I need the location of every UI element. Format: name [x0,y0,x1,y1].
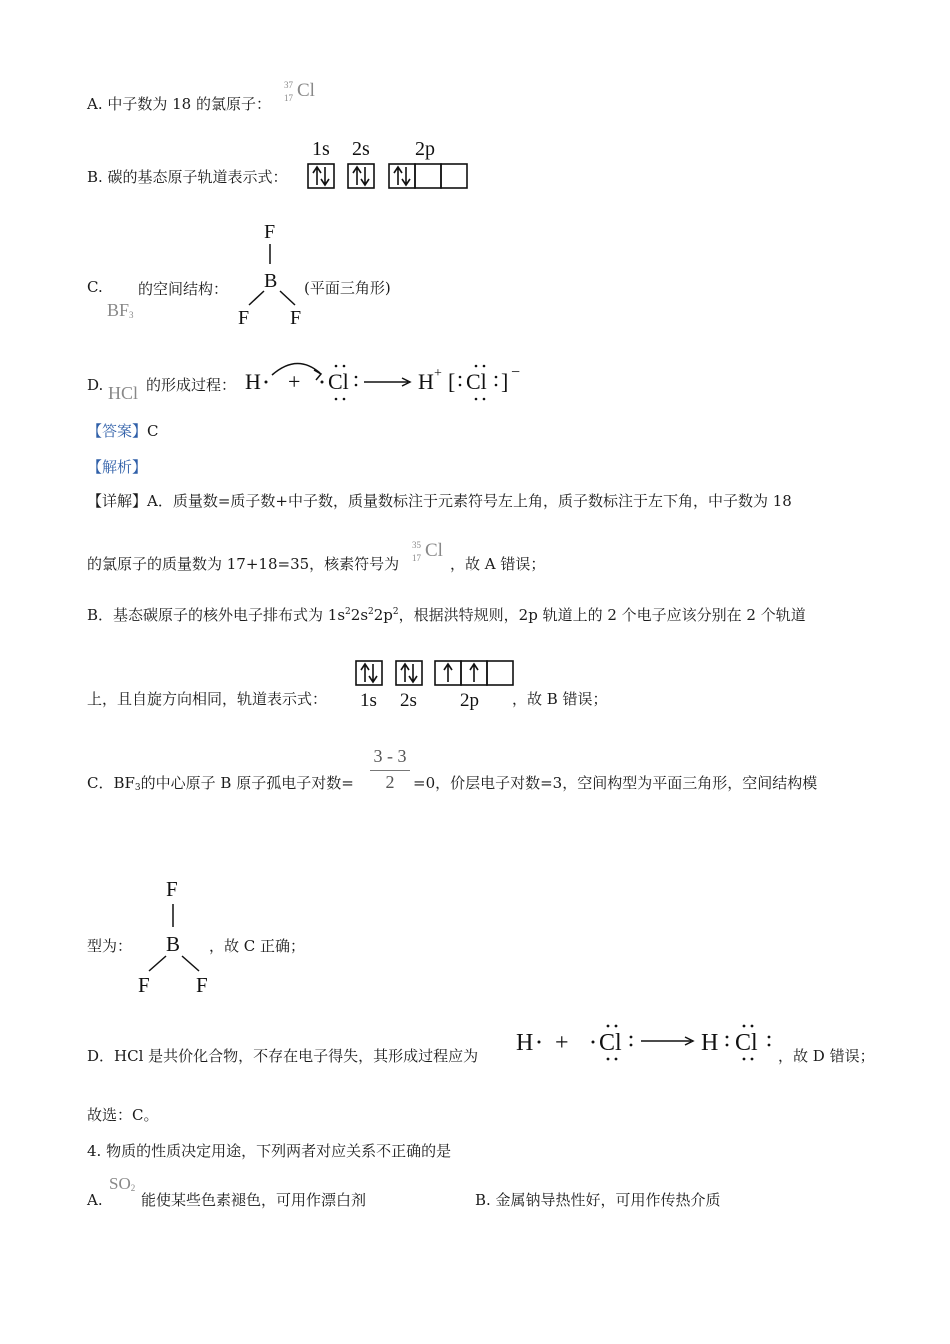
svg-text:H: H [245,369,261,394]
question-4-stem: 4. 物质的性质决定用途，下列两者对应关系不正确的是 [87,1142,452,1160]
option-c-label: C. [87,278,103,296]
so2-formula: $SO_2$ [109,1174,136,1193]
svg-text:H: H [418,369,434,394]
detail-line-4: 上，且自旋方向相同，轨道表示式： [87,690,328,708]
hcl-ionic-process-wrong [242,355,532,405]
detail-line-2: 的氯原子的质量数为 17+18=35，核素符号为 [87,555,400,573]
hcl-formula: HCl [108,383,139,403]
svg-text:Cl: Cl [735,1030,758,1056]
svg-text:F: F [264,221,276,243]
option-d-text: 的形成过程： [146,376,237,394]
svg-text:Cl: Cl [466,369,487,394]
option-c-text: 的空间结构： [138,280,229,298]
svg-text:B: B [264,270,278,292]
analysis-label: 【解析】 [87,458,148,476]
detail-line-7-end: ，故 D 错误； [778,1047,875,1065]
detail-line-1: 【详解】A．质量数=质子数+中子数，质量数标注于元素符号左上角，质子数标注于左下角，中子数为 18 [87,492,792,510]
q4-option-b: B. 金属钠导热性好，可用作传热介质 [475,1191,721,1209]
svg-text:H: H [701,1030,719,1056]
option-c-shape: (平面三角形) [304,279,391,297]
orbital-diagram-correct [350,658,520,714]
orbital-label-2p: 2p [460,690,479,711]
orbital-label-1s: 1s [312,138,330,160]
orbital-diagram-wrong [300,134,480,194]
orbital-label-2s: 2s [352,138,370,160]
orbital-label-2s: 2s [400,690,417,711]
orbital-label-1s: 1s [360,690,377,711]
svg-text:+: + [434,366,442,381]
svg-text:F: F [166,877,178,901]
bf3-structure [230,218,310,330]
answer-line: 【答案】C [87,422,159,440]
orbital-label-2p: 2p [415,138,435,160]
svg-text:[: [ [448,369,456,394]
option-d-label: D. [87,376,104,394]
svg-text:F: F [196,973,208,997]
svg-text:Cl: Cl [328,369,349,394]
svg-text:F: F [290,307,302,329]
detail-line-3: B．基态碳原子的核外电子排布式为 $1s^22s^22p^2$，根据洪特规则，2p 轨道上的 2 个电子应该分别在 2 个轨道 [87,606,806,624]
svg-text:+: + [555,1030,569,1056]
hcl-covalent-process [513,1018,793,1066]
nuclide-cl-37: 37 17 Cl [284,80,315,103]
svg-text:F: F [238,307,250,329]
svg-text:B: B [166,932,181,956]
detail-line-2-end: ，故 A 错误； [450,555,546,573]
detail-line-5-end: =0，价层电子对数=3，空间构型为平面三角形，空间结构模 [413,774,818,792]
q4-option-a-label: A. [87,1191,103,1209]
detail-conclusion: 故选：C。 [87,1106,159,1124]
svg-text:H: H [516,1030,534,1056]
option-a: A. 中子数为 18 的氯原子： [87,95,271,113]
svg-text:−: − [511,364,521,381]
detail-line-4-end: ，故 B 错误； [512,690,608,708]
svg-text:]: ] [501,369,509,394]
svg-text:F: F [138,973,150,997]
bf3-formula: $BF_3$ [107,300,134,320]
q4-option-a: 能使某些色素褪色，可用作漂白剂 [141,1191,367,1209]
lone-pair-fraction: $\frac{3 - 3}{2}$ [368,746,412,793]
option-b: B. 碳的基态原子轨道表示式： [87,168,288,186]
nuclide-cl-35: 35 17 Cl [412,540,443,563]
bf3-structure-model [132,874,216,998]
svg-text:Cl: Cl [599,1030,622,1056]
detail-line-5: C．$BF_3$的中心原子 B 原子孤电子对数= [87,774,354,793]
detail-line-6: 型为： [87,937,133,955]
detail-line-7: D．HCl 是共价化合物，不存在电子得失，其形成过程应为 [87,1047,479,1065]
detail-line-6-end: ，故 C 正确； [209,937,306,955]
svg-text:+: + [288,369,301,394]
